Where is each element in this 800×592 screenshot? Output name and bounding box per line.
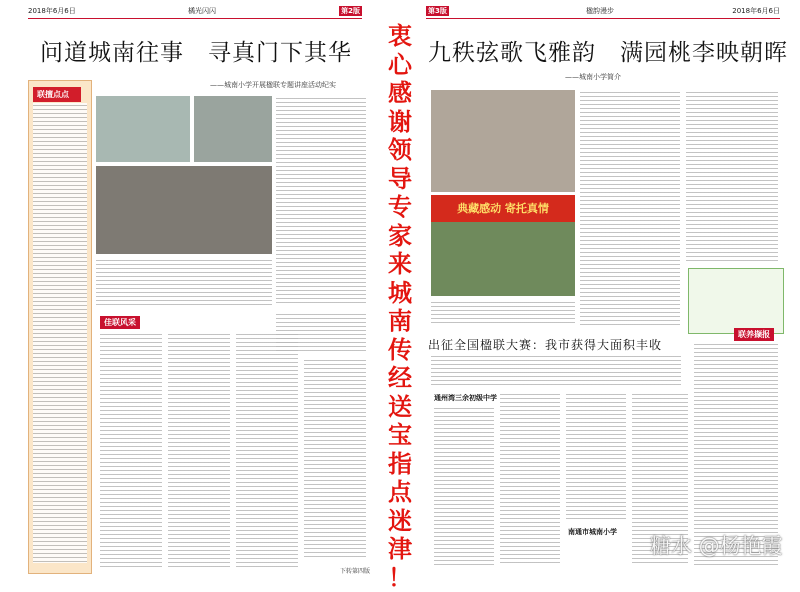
winners-column-3 — [566, 392, 626, 522]
section-label-report: 联养撷报 — [734, 328, 774, 341]
couplets-column-3 — [236, 332, 298, 568]
slogan-char: 传 — [383, 336, 417, 365]
slogan-char: 点 — [383, 478, 417, 507]
slogan-char: 感 — [383, 79, 417, 108]
photo-lecture-2 — [194, 96, 272, 162]
left-footer: 下转第四版 — [340, 566, 370, 575]
winners-column-1 — [434, 406, 494, 566]
left-headline: 问道城南往事 寻真门下其华 — [40, 34, 352, 67]
right-page-column: 楹韵漫步 — [586, 6, 614, 16]
sidebar-label: 联擅点点 — [33, 87, 81, 102]
right-headline: 九秩弦歌飞雅韵 满园桃李映朝晖 — [428, 34, 788, 67]
slogan-char: 导 — [383, 165, 417, 194]
photo-lecture-1 — [96, 96, 190, 162]
photo-caption-text — [431, 300, 575, 326]
intro-text-column-1 — [580, 90, 680, 326]
couplets-column-2 — [168, 332, 230, 568]
left-page-date: 2018年6月6日 — [28, 6, 76, 16]
right-page-date: 2018年6月6日 — [732, 6, 780, 16]
intro-text-column-2 — [686, 90, 778, 262]
slogan-char: 来 — [383, 250, 417, 279]
slogan-char: 领 — [383, 136, 417, 165]
slogan-char: 送 — [383, 393, 417, 422]
couplets-column-1 — [100, 332, 162, 568]
slogan-char: 专 — [383, 193, 417, 222]
section-label-couplets: 佳联风采 — [100, 316, 140, 329]
left-page — [0, 0, 382, 580]
school-heading-2: 南通市城南小学 — [568, 528, 617, 537]
slogan-char: 衷 — [383, 22, 417, 51]
slogan-char: 津 — [383, 535, 417, 564]
highlight-box — [688, 268, 784, 334]
left-subheadline: ——城南小学开展楹联专题讲座活动纪实 — [210, 80, 336, 90]
article-text-right — [276, 96, 366, 306]
slogan-char: ！ — [383, 564, 417, 592]
photo-lecture-audience — [96, 166, 272, 254]
right-page-header — [426, 4, 780, 19]
sidebar-text-block — [33, 103, 87, 563]
left-sidebar — [28, 80, 92, 574]
couplets-column-4 — [304, 358, 366, 558]
slogan-char: 迷 — [383, 507, 417, 536]
left-page-header — [28, 4, 362, 19]
slogan-char: 家 — [383, 222, 417, 251]
contest-intro-text — [431, 354, 681, 388]
slogan-char: 宝 — [383, 421, 417, 450]
slogan-char: 心 — [383, 51, 417, 80]
left-page-column: 橘光闪闪 — [188, 6, 216, 16]
slogan-char: 谢 — [383, 108, 417, 137]
school-heading-1: 通州湾三余初级中学 — [434, 394, 497, 403]
right-subheadline: ——城南小学简介 — [565, 72, 621, 82]
slogan-char: 南 — [383, 307, 417, 336]
article-text-below — [96, 258, 272, 306]
winners-column-2 — [500, 392, 560, 566]
photo-students-group — [431, 222, 575, 296]
left-page-number: 第2版 — [339, 6, 362, 16]
right-page-number: 第3版 — [426, 6, 449, 16]
slogan-char: 经 — [383, 364, 417, 393]
center-slogan — [383, 22, 417, 592]
photo-school-gate — [431, 90, 575, 192]
slogan-char: 城 — [383, 279, 417, 308]
watermark: 糖水 @杨艳霞 — [650, 530, 783, 560]
photo-banner: 典藏感动 寄托真情 — [431, 195, 575, 222]
contest-subheadline: 出征全国楹联大赛：我市获得大面积丰收 — [428, 336, 662, 353]
slogan-char: 指 — [383, 450, 417, 479]
